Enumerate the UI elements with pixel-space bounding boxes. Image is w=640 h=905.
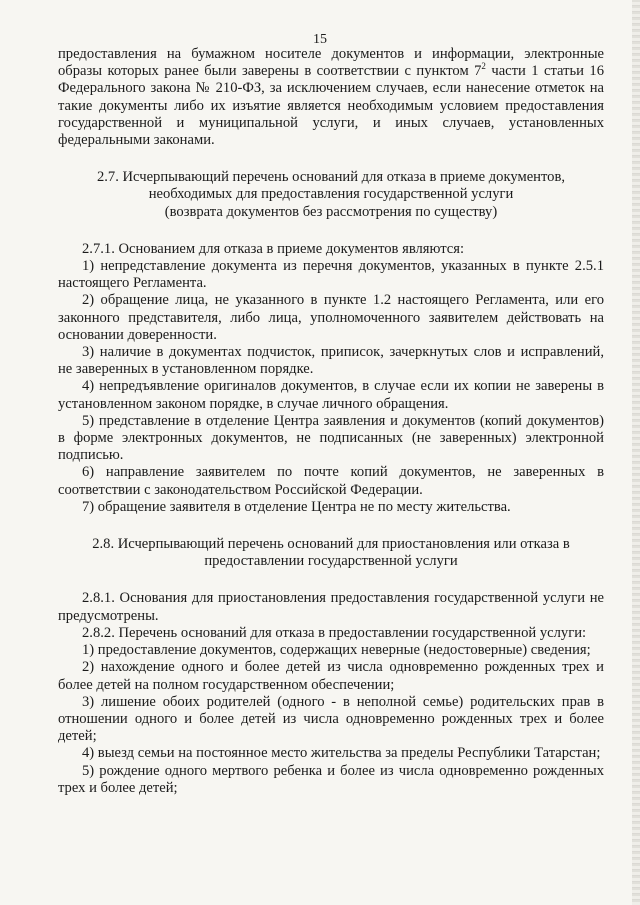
document-body bbox=[58, 46, 604, 797]
intro-sup: 2 bbox=[481, 61, 486, 72]
intro-text-a: предоставления на бумажном носителе документов и информации, электронные образы которых ранее были заверены в соответствии с пунктом 7 bbox=[58, 46, 604, 80]
section-2-8-item-3: 3) лишение обоих родителей (одного - в неполной семье) родительских прав в отношении одного и более детей из числа одновременно рожденных трех и более детей; bbox=[58, 693, 604, 745]
section-2-7-item-5: 5) представление в отделение Центра заявления и документов (копий документов) в форме электронных документов, не подписанных (не заверенных) электронной подписью. bbox=[58, 412, 604, 464]
section-2-7-item-2: 2) обращение лица, не указанного в пункте 1.2 настоящего Регламента, или его законного представителя, либо лица, уполномоченного заявителем действовать на основании доверенности. bbox=[58, 292, 604, 343]
intro-text-b: части 1 статьи 16 Федерального закона № 210-ФЗ, за исключением случаев, если нанесение отметок на такие документы либо их изъятие является необходимым условием предоставления государственной и муниципальной услуги, и иных случаев, установленных федеральными законами. bbox=[58, 63, 604, 149]
section-2-8-item-1: 1) предоставление документов, содержащих неверные (недостоверные) сведения; bbox=[82, 642, 591, 659]
section-2-7-item-1: 1) непредставление документа из перечня документов, указанных в пункте 2.5.1 настоящего Регламента. bbox=[58, 258, 604, 292]
section-2-8-2-paragraph: 2.8.2. Перечень оснований для отказа в предоставлении государственной услуги: bbox=[82, 624, 587, 641]
section-2-8-heading-line2: предоставлении государственной услуги bbox=[204, 553, 458, 570]
section-2-8-item-5: 5) рождение одного мертвого ребенка и более из числа одновременно рожденных трех и более детей; bbox=[58, 762, 604, 796]
section-2-7-heading-line1: 2.7. Исчерпывающий перечень оснований для отказа в приеме документов, bbox=[96, 169, 566, 186]
section-2-8-heading-line1: 2.8. Исчерпывающий перечень оснований для приостановления или отказа в bbox=[92, 536, 570, 553]
section-2-7-heading-line3: (возврата документов без рассмотрения по существу) bbox=[164, 203, 498, 220]
page-number: 15 bbox=[313, 32, 327, 47]
section-2-7-heading-line2: необходимых для предоставления государственной услуги bbox=[148, 186, 514, 203]
section-2-7-lead: 2.7.1. Основанием для отказа в приеме документов являются: bbox=[82, 240, 465, 257]
scan-edge-artifact bbox=[632, 0, 640, 905]
section-2-8-1-paragraph: 2.8.1. Основания для приостановления предоставления государственной услуги не предусмотрены. bbox=[58, 590, 604, 624]
section-2-7-item-3: 3) наличие в документах подчисток, приписок, зачеркнутых слов и исправлений, не заверенных в установленном порядке. bbox=[58, 344, 604, 378]
intro-paragraph bbox=[58, 46, 604, 149]
section-2-7-item-7: 7) обращение заявителя в отделение Центра не по месту жительства. bbox=[82, 498, 511, 515]
section-2-7-item-4: 4) непредъявление оригиналов документов, в случае если их копии не заверены в установленном законом порядке, в случае личного обращения. bbox=[58, 378, 604, 412]
section-2-8-item-2: 2) нахождение одного и более детей из числа одновременно рожденных трех и более детей на полном государственном обеспечении; bbox=[58, 659, 604, 693]
section-2-7-item-6: 6) направление заявителем по почте копий документов, не заверенных в соответствии с законодательством Российской Федерации. bbox=[58, 464, 604, 498]
section-2-8-item-4: 4) выезд семьи на постоянное место жительства за пределы Республики Татарстан; bbox=[82, 745, 601, 762]
